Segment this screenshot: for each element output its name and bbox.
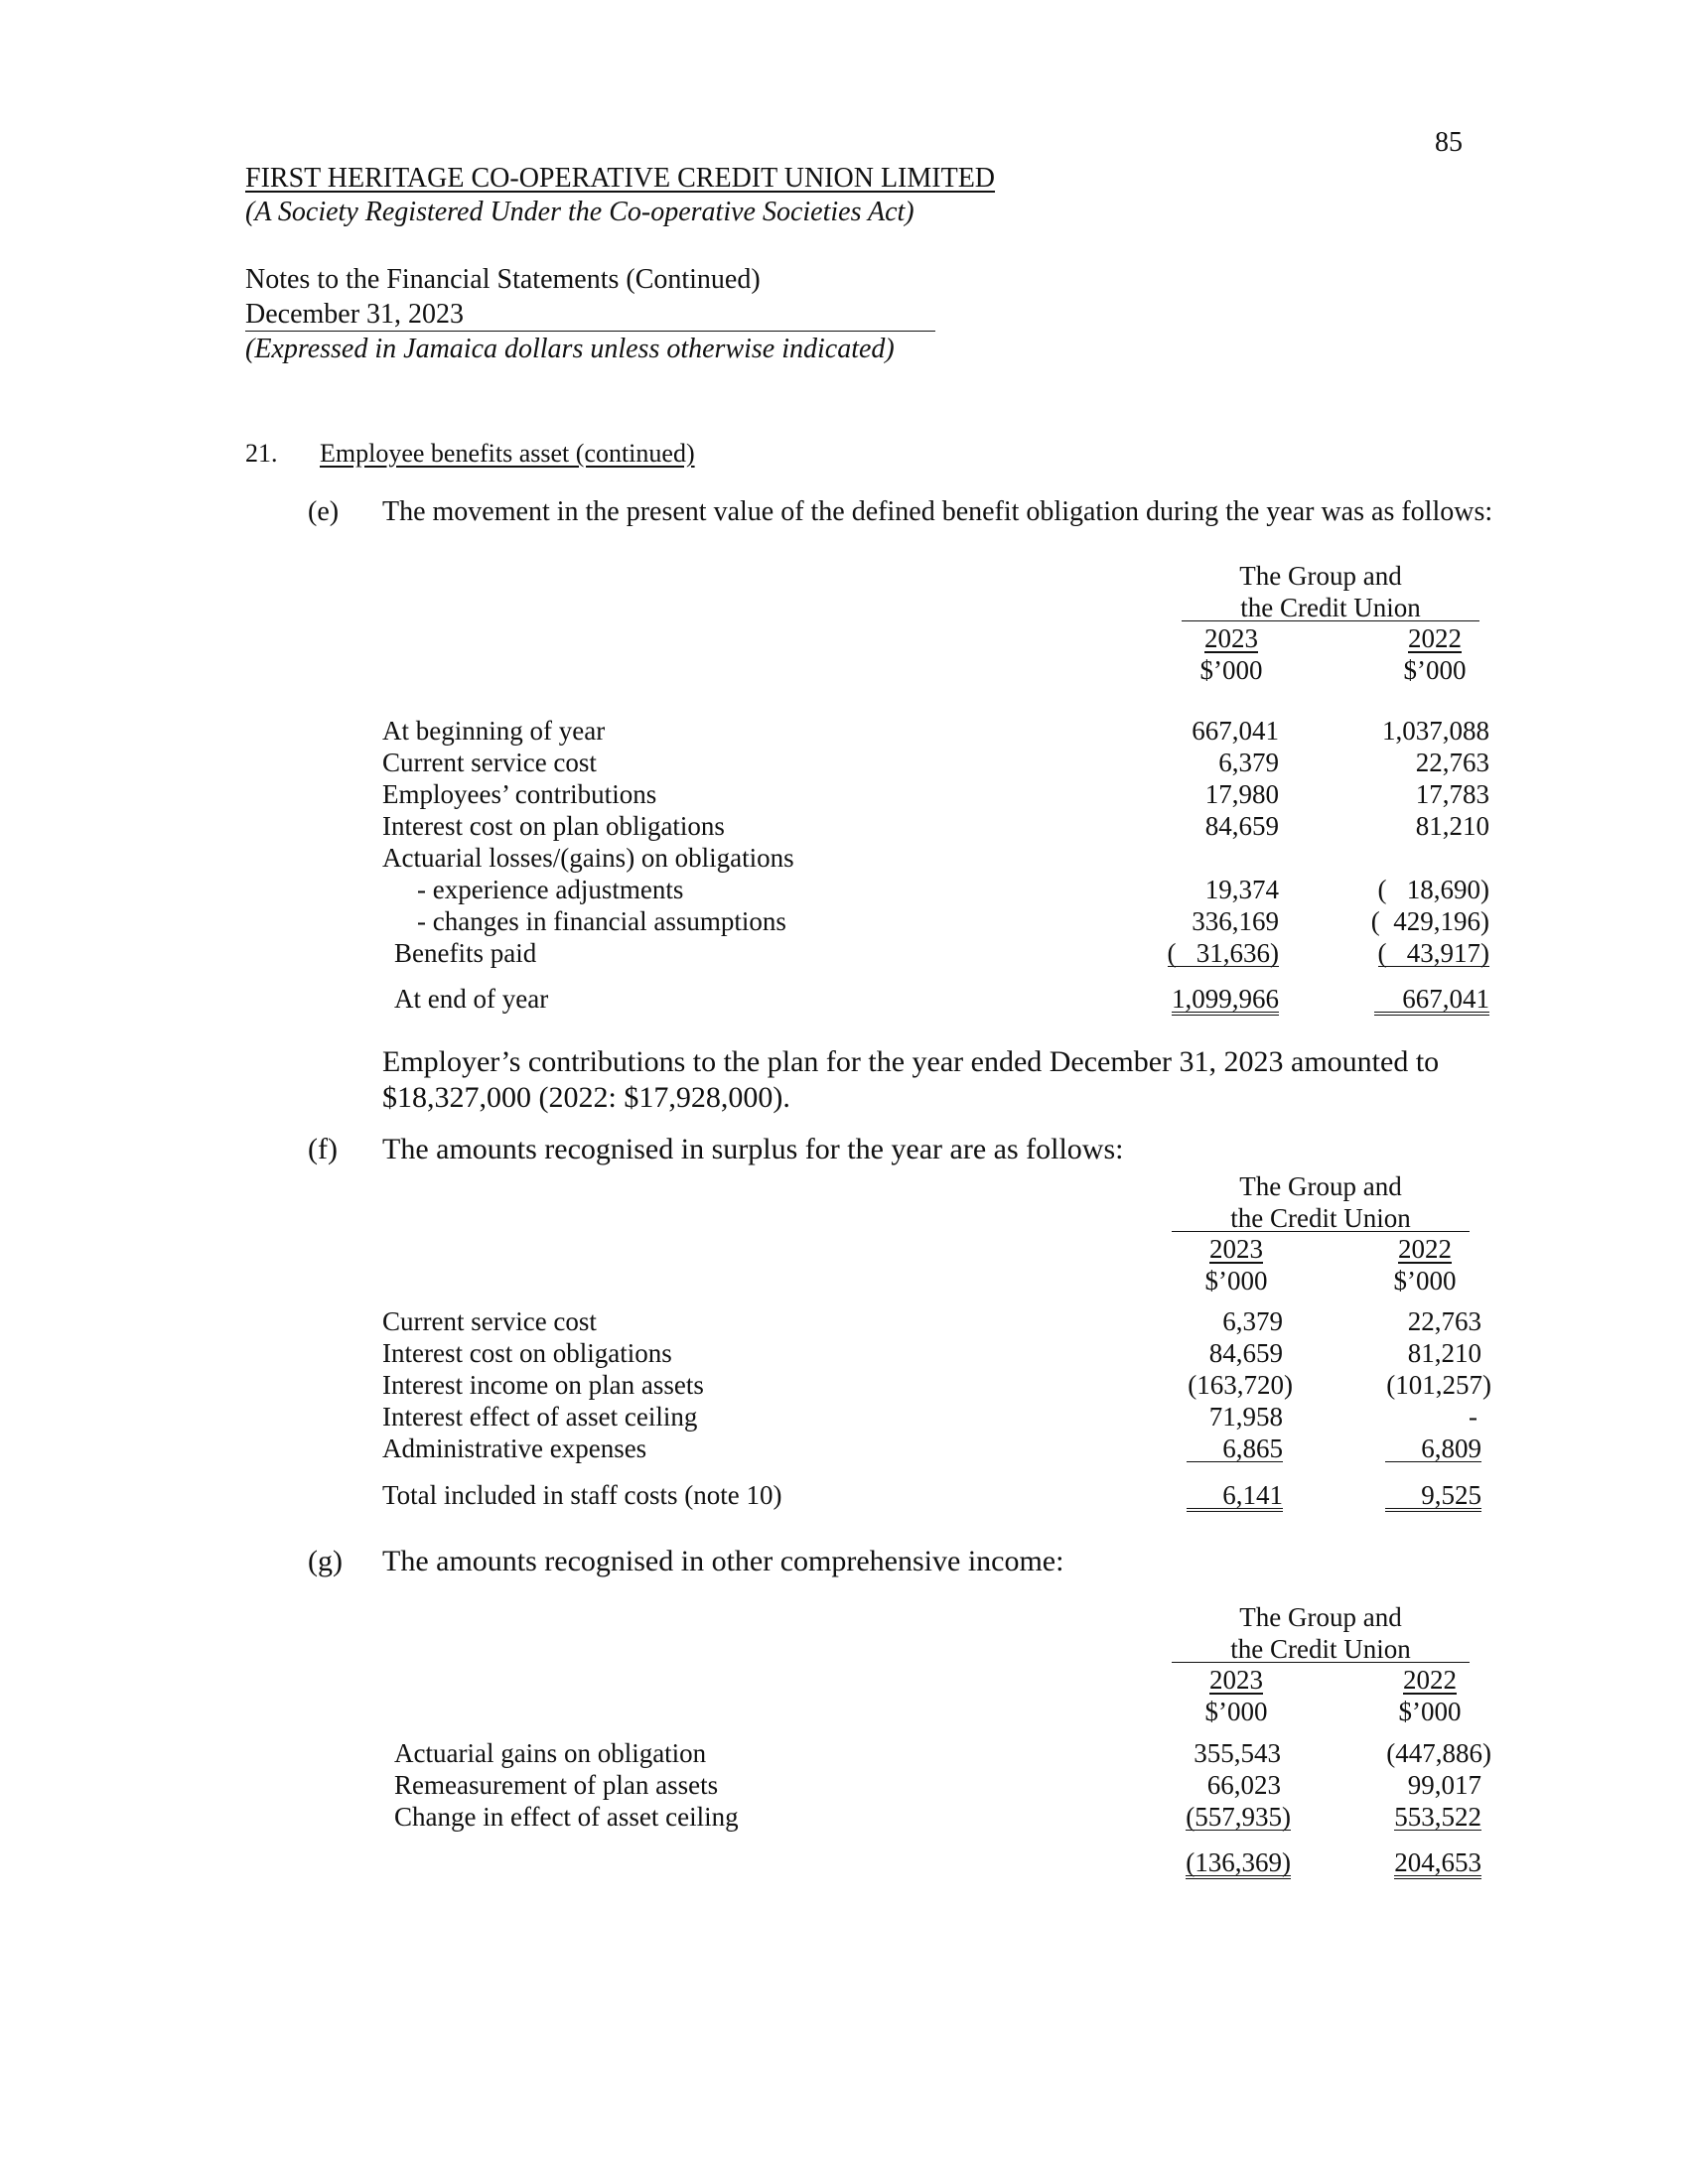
year-2022: 2022	[1408, 623, 1462, 653]
table-cell: 22,763	[1415, 748, 1489, 777]
table-cell: 6,865	[1187, 1435, 1283, 1462]
table-cell: Interest cost on obligations	[382, 1338, 672, 1368]
table-cell: Total included in staff costs (note 10)	[382, 1480, 782, 1510]
table-row	[0, 983, 1688, 1015]
group-underline	[1172, 1231, 1470, 1232]
table-cell: Benefits paid	[394, 938, 537, 968]
table-cell: 6,379	[1222, 1306, 1283, 1336]
group-line1: The Group and	[1239, 561, 1402, 591]
table-cell: 17,980	[1204, 779, 1279, 809]
table-row	[0, 747, 1688, 778]
table-row	[0, 1433, 1688, 1464]
table-cell: ( 429,196)	[1370, 906, 1489, 936]
group-line1: The Group and	[1239, 1171, 1402, 1201]
table-row	[0, 1401, 1688, 1433]
year-2023: 2023	[1209, 1234, 1263, 1264]
table-cell: 355,543	[1194, 1738, 1281, 1768]
table-row-total	[0, 1846, 1688, 1878]
table-cell: Interest income on plan assets	[382, 1370, 704, 1400]
table-cell: 6,379	[1218, 748, 1279, 777]
table-cell: -	[1469, 1402, 1477, 1432]
unit-2022: $’000	[1398, 1697, 1462, 1726]
table-cell: - changes in financial assumptions	[417, 906, 786, 936]
table-cell: 336,169	[1192, 906, 1279, 936]
year-2022: 2022	[1398, 1234, 1452, 1264]
table-row	[0, 1769, 1688, 1801]
table-cell: (136,369)	[1186, 1847, 1291, 1877]
unit-2023: $’000	[1204, 1697, 1268, 1726]
table-cell: 6,809	[1385, 1435, 1481, 1462]
notes-title: Notes to the Financial Statements (Continued)	[245, 264, 761, 295]
table-cell: Employees’ contributions	[382, 779, 657, 809]
group-line2: the Credit Union	[1230, 1634, 1411, 1664]
table-cell: Current service cost	[382, 1306, 597, 1336]
table-row	[0, 1737, 1688, 1769]
table-cell: Interest effect of asset ceiling	[382, 1402, 698, 1432]
table-cell: 1,037,088	[1382, 716, 1489, 746]
table-cell: ( 18,690)	[1377, 875, 1489, 904]
org-subtitle: (A Society Registered Under the Co-operative Societies Act)	[245, 197, 914, 227]
table-row	[0, 1337, 1688, 1369]
table-cell: 84,659	[1204, 811, 1279, 841]
date-underline	[245, 331, 935, 332]
table-cell: Actuarial gains on obligation	[394, 1738, 707, 1768]
table-cell: At beginning of year	[382, 716, 606, 746]
table-cell: Interest cost on plan obligations	[382, 811, 725, 841]
group-line2: the Credit Union	[1230, 1203, 1411, 1233]
group-line1: The Group and	[1239, 1602, 1402, 1632]
section-title: Employee benefits asset (continued)	[320, 439, 695, 468]
table-cell: 17,783	[1415, 779, 1489, 809]
table-cell: 19,374	[1204, 875, 1279, 904]
table-row	[0, 715, 1688, 747]
table-cell: - experience adjustments	[417, 875, 684, 904]
subsection-f-intro: The amounts recognised in surplus for the year are as follows:	[382, 1133, 1124, 1165]
table-cell: 22,763	[1407, 1306, 1481, 1336]
table-row	[0, 1369, 1688, 1401]
table-cell: 204,653	[1394, 1847, 1481, 1877]
table-row	[0, 937, 1688, 969]
table-cell: 6,141	[1187, 1482, 1283, 1512]
table-cell: ( 43,917)	[1377, 938, 1489, 968]
currency-note: (Expressed in Jamaica dollars unless otherwise indicated)	[245, 334, 895, 364]
year-2023: 2023	[1204, 623, 1258, 653]
group-line2: the Credit Union	[1240, 593, 1421, 622]
table-cell: ( 31,636)	[1167, 938, 1279, 968]
table-cell: (557,935)	[1186, 1802, 1291, 1832]
table-cell: 84,659	[1208, 1338, 1283, 1368]
table-cell: 667,041	[1192, 716, 1279, 746]
table-cell: Current service cost	[382, 748, 597, 777]
table-row	[0, 778, 1688, 810]
table-cell: Actuarial losses/(gains) on obligations	[382, 843, 794, 873]
table-cell: 9,525	[1385, 1482, 1481, 1512]
org-name: FIRST HERITAGE CO-OPERATIVE CREDIT UNION LIMITED	[245, 163, 996, 194]
year-2023: 2023	[1209, 1665, 1263, 1695]
unit-2023: $’000	[1204, 1266, 1268, 1296]
year-2022: 2022	[1403, 1665, 1457, 1695]
table-cell: (101,257)	[1386, 1370, 1491, 1400]
unit-2022: $’000	[1393, 1266, 1457, 1296]
group-underline	[1182, 620, 1479, 621]
employer-contributions-note: Employer’s contributions to the plan for the year ended December 31, 2023 amounted to $18,327,000 (2022: $17,928,000).	[382, 1045, 1440, 1114]
subsection-label-f: (f)	[308, 1133, 338, 1165]
table-cell: 66,023	[1206, 1770, 1281, 1800]
table-cell: Remeasurement of plan assets	[394, 1770, 719, 1800]
table-cell: 81,210	[1407, 1338, 1481, 1368]
table-cell: (163,720)	[1188, 1370, 1293, 1400]
table-row	[0, 1305, 1688, 1337]
subsection-label-g: (g)	[308, 1545, 343, 1577]
table-row	[0, 1801, 1688, 1833]
unit-2022: $’000	[1403, 655, 1467, 685]
table-cell: At end of year	[394, 984, 549, 1014]
table-cell: 1,099,966	[1172, 984, 1279, 1014]
table-row	[0, 874, 1688, 905]
table-row	[0, 842, 1688, 874]
table-cell: 71,958	[1208, 1402, 1283, 1432]
table-row	[0, 810, 1688, 842]
table-cell: (447,886)	[1386, 1738, 1491, 1768]
group-underline	[1172, 1662, 1470, 1663]
table-cell: Administrative expenses	[382, 1433, 647, 1463]
statement-date: December 31, 2023	[245, 299, 465, 330]
table-cell: 99,017	[1407, 1770, 1481, 1800]
section-number: 21.	[245, 439, 278, 468]
table-cell: Change in effect of asset ceiling	[394, 1802, 739, 1832]
table-row	[0, 1479, 1688, 1511]
subsection-g-intro: The amounts recognised in other comprehensive income:	[382, 1545, 1064, 1577]
unit-2023: $’000	[1199, 655, 1263, 685]
table-cell: 553,522	[1394, 1802, 1481, 1832]
table-cell: 81,210	[1415, 811, 1489, 841]
subsection-e-intro: The movement in the present value of the defined benefit obligation during the year was as follows:	[382, 496, 1493, 527]
table-row	[0, 905, 1688, 937]
page-number: 85	[1435, 127, 1463, 158]
subsection-label-e: (e)	[308, 496, 340, 527]
table-cell: 667,041	[1374, 986, 1489, 1016]
